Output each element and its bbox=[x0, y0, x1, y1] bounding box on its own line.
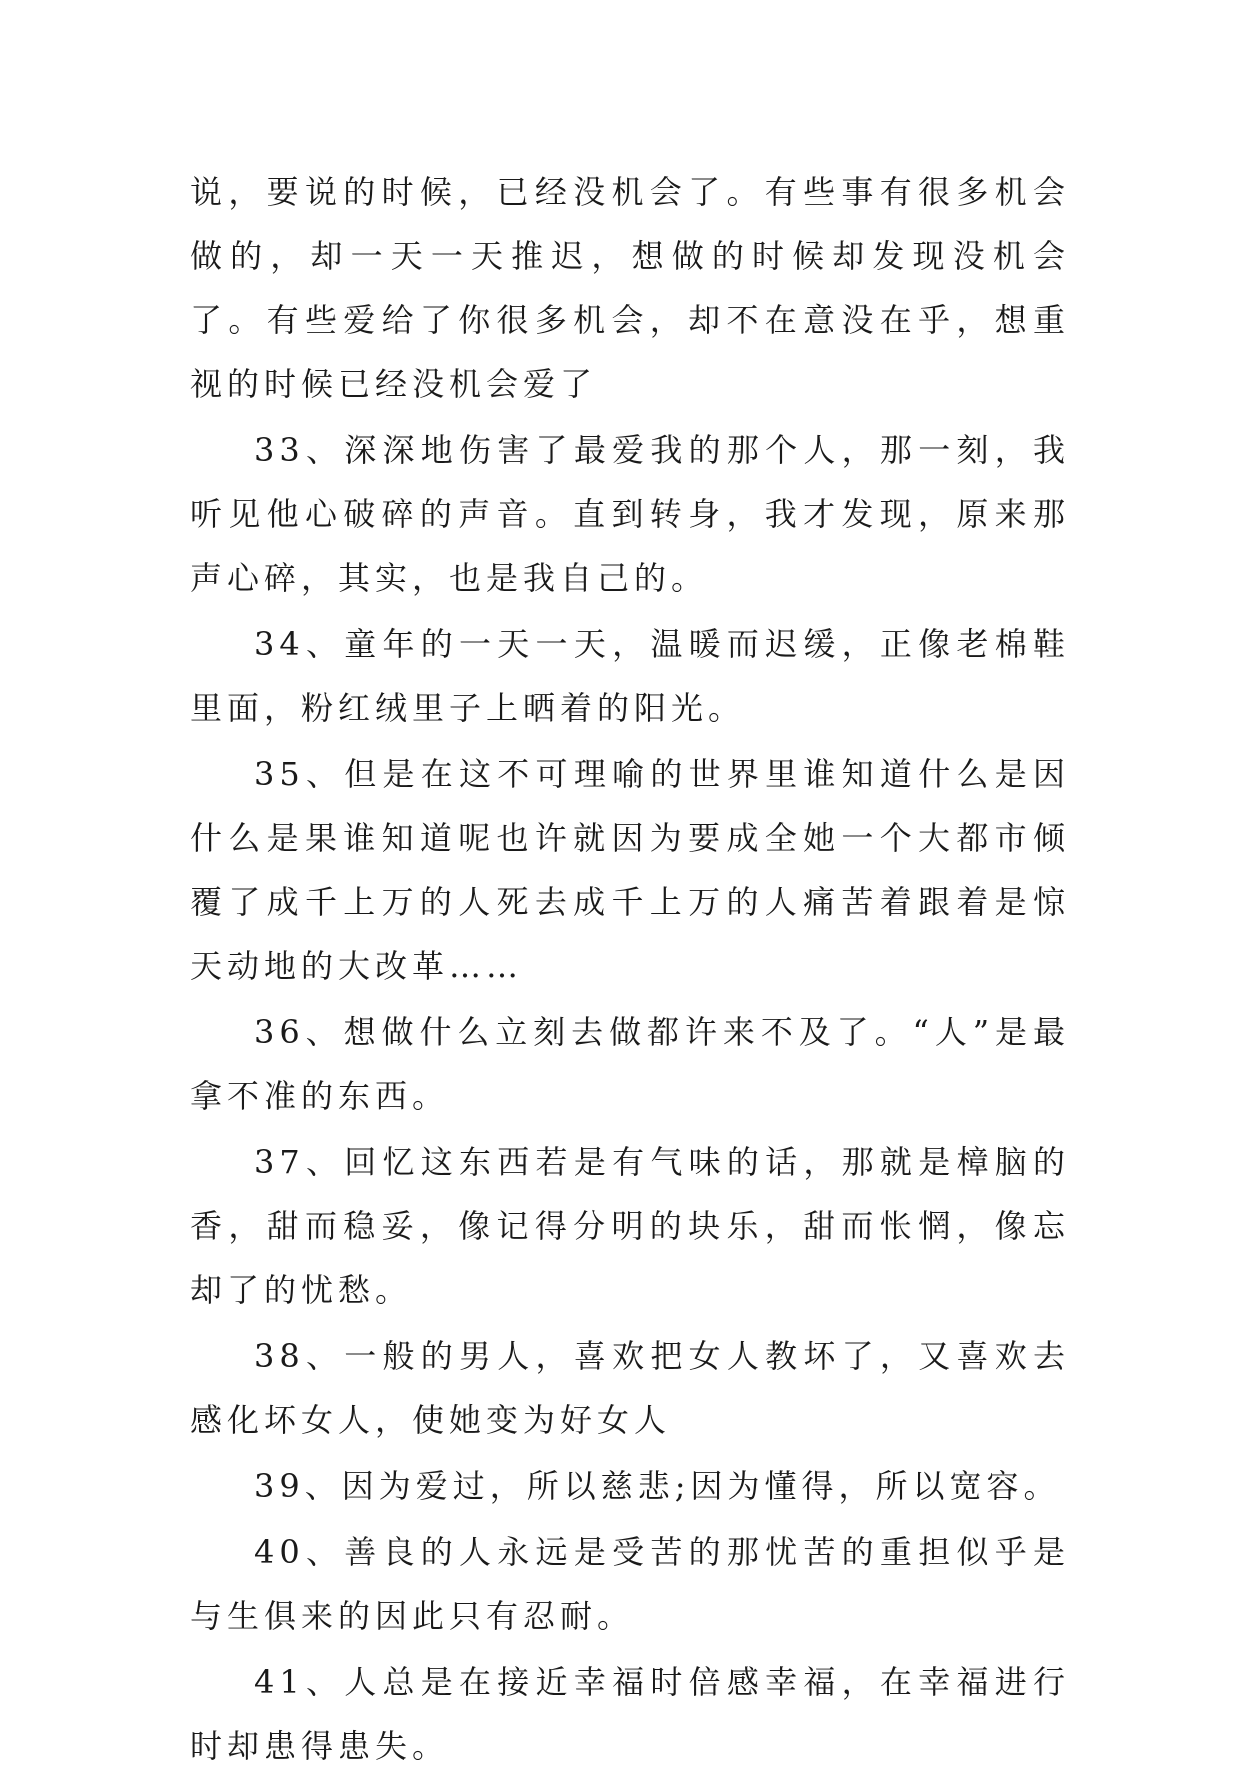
paragraph-continuation: 说，要说的时候，已经没机会了。有些事有很多机会做的，却一天一天推迟，想做的时候却发现没机会了。有些爱给了你很多机会，却不在意没在乎，想重视的时候已经没机会爱了 bbox=[190, 173, 1070, 403]
paragraph-40: 40、善良的人永远是受苦的那忧苦的重担似乎是与生俱来的因此只有忍耐。 bbox=[190, 1533, 1070, 1635]
paragraph-33: 33、深深地伤害了最爱我的那个人，那一刻，我听见他心破碎的声音。直到转身，我才发现，原来那声心碎，其实，也是我自己的。 bbox=[190, 431, 1070, 597]
paragraph-36: 36、想做什么立刻去做都许来不及了。“人”是最拿不准的东西。 bbox=[190, 1013, 1070, 1115]
paragraph-34: 34、童年的一天一天，温暖而迟缓，正像老棉鞋里面，粉红绒里子上晒着的阳光。 bbox=[190, 625, 1070, 727]
paragraph-37: 37、回忆这东西若是有气味的话，那就是樟脑的香，甜而稳妥，像记得分明的块乐，甜而怅惘，像忘却了的忧愁。 bbox=[190, 1143, 1070, 1309]
paragraph-39: 39、因为爱过，所以慈悲;因为懂得，所以宽容。 bbox=[254, 1467, 1061, 1505]
paragraph-41: 41、人总是在接近幸福时倍感幸福，在幸福进行时却患得患失。 bbox=[190, 1663, 1070, 1765]
document-body bbox=[190, 160, 1070, 1778]
paragraph-38: 38、一般的男人，喜欢把女人教坏了，又喜欢去感化坏女人，使她变为好女人 bbox=[190, 1337, 1070, 1439]
paragraph-35: 35、但是在这不可理喻的世界里谁知道什么是因什么是果谁知道呢也许就因为要成全她一个大都市倾覆了成千上万的人死去成千上万的人痛苦着跟着是惊天动地的大改革…… bbox=[190, 755, 1070, 985]
